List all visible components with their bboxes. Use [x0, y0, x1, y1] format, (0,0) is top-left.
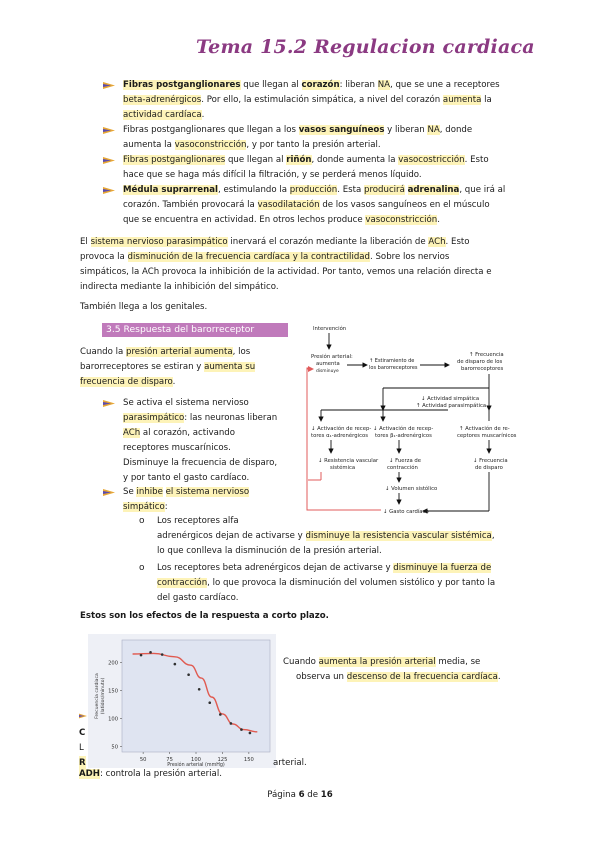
baro-intro-l2: [80, 360, 290, 375]
top-bullet-3-line3-seg-2: .: [437, 215, 440, 225]
top-bullet-1: [103, 123, 523, 153]
genitals-note: También llega a los genitales.: [80, 302, 208, 312]
top-bullet-2-line2-seg-0: hace que se haga más difícil la filtración, y se perderá menos líquido.: [123, 170, 422, 180]
baro-intro-l3-seg-0: frecuencia de disparo: [80, 377, 173, 387]
baro-intro-l1-seg-0: Cuando la: [80, 347, 126, 357]
baro-bullet1-l2-seg-1: : las neuronas liberan: [184, 413, 278, 423]
para1-l2: [80, 250, 540, 265]
sub-bullet-1-l2-seg-1: , lo que provoca la disminución del volumen sistólico y por tanto la: [207, 578, 496, 588]
diagram-frecuencia-2: barorreceptores: [461, 366, 504, 372]
sub-bullet-1: [139, 561, 527, 606]
baroreceptor-bullet-sympathetic: [103, 485, 303, 515]
top-bullet-2-line1: [123, 153, 523, 168]
adh-line: [79, 767, 222, 782]
baro-bullet2-l1-seg-3: el sistema nervioso: [165, 487, 250, 497]
partial-line-l: L: [79, 743, 84, 753]
diagram-frecuencia-1: de disparo de los: [457, 359, 503, 365]
baro-intro-l3-seg-1: .: [172, 377, 176, 387]
y-tick-label-0: 50: [111, 744, 118, 751]
top-bullet-3-line2-seg-1: vasodilatación: [257, 200, 320, 210]
top-bullet-0-line2-seg-3: la: [481, 95, 492, 105]
top-bullet-1-line2-seg-1: vasoconstricción: [174, 140, 247, 150]
parasympathetic-paragraph: [80, 235, 540, 295]
baro-bullet1-l5: Disminuye la frecuencia de disparo,: [123, 458, 278, 468]
top-bullet-2-line1-seg-5: . Esto: [464, 155, 489, 165]
section-heading: 3.5 Respuesta del barorreceptor: [102, 323, 288, 337]
baroreflex-diagram: [303, 318, 525, 524]
diagram-beta-0: ↓ Activación de recep-: [373, 426, 434, 432]
diagram-beta-1: tores β₁-adrenérgicos: [375, 433, 432, 439]
receptor-sub-bullets: [139, 514, 527, 606]
sub-bullet-0-l1: Los receptores alfa: [157, 516, 239, 526]
baro-bullet1-l4: receptores muscarínicos.: [123, 443, 231, 453]
partial-line-r: R: [79, 756, 86, 771]
para1-l2-seg-0: provoca la: [80, 252, 128, 262]
top-bullet-3-line3-seg-0: que se encuentra en actividad. En otros lechos produce: [123, 215, 366, 225]
para1-l1-seg-0: El: [80, 237, 91, 247]
baro-bullet2-l2: [123, 500, 303, 515]
chart-caption-l2-seg-2: .: [497, 672, 501, 682]
baroreceptor-bullet-parasympathetic: [103, 396, 298, 486]
top-bullet-2-line1-seg-3: , donde aumenta la: [311, 155, 399, 165]
baro-bullet2-l1-seg-0: Se: [123, 487, 137, 497]
top-bullet-0-line1-seg-0: Fibras postganglionares: [123, 80, 241, 90]
baro-bullet2-l1: [123, 485, 303, 500]
top-bullet-1-line1-seg-2: vasos sanguíneos: [298, 125, 385, 135]
top-bullet-2-line1-seg-0: Fibras postganglionares: [123, 155, 226, 165]
x-tick-label-3: 125: [217, 757, 228, 763]
diagram-alfa-0: ↓ Activación de recep-: [311, 426, 372, 432]
diagram-fuerza-1: contracción: [387, 465, 418, 471]
baro-bullet2-l2-seg-1: :: [164, 502, 168, 512]
footer-total: 16: [320, 790, 333, 800]
para1-l1-seg-4: . Esto: [445, 237, 470, 247]
para1-l3: [80, 265, 540, 280]
top-bullet-3: [103, 183, 523, 228]
sub-bullet-0-l2: [157, 529, 527, 544]
sub-bullet-1-l1: [157, 561, 527, 576]
top-bullet-0-line1-seg-1: que llegan al: [240, 80, 302, 90]
top-bullet-3-line1-seg-0: Médula suprarrenal: [123, 185, 218, 195]
y-tick-label-1: 100: [108, 716, 118, 723]
effects-note: Estos son los efectos de la respuesta a corto plazo.: [80, 611, 329, 621]
top-bullet-3-line2-seg-2: de los vasos sanguíneos en el músculo: [319, 200, 490, 210]
top-bullet-3-line1-seg-1: , estimulando la: [217, 185, 290, 195]
top-bullet-0-line3-seg-1: .: [201, 110, 205, 120]
adh-text-seg-0: ADH: [79, 769, 100, 779]
baro-intro-l3: [80, 375, 290, 390]
baro-intro-l1-seg-1: presión arterial aumenta: [126, 347, 233, 357]
top-bullet-list: [103, 78, 523, 228]
para1-l3-seg-0: simpáticos, la ACh provoca la inhibición de la actividad. Por tanto, vemos una relación directa e: [80, 267, 492, 277]
baro-bullet2-l1-seg-1: inhibe: [136, 487, 163, 497]
sub-bullet-0-l2-seg-0: adrenérgicos dejan de activarse y: [157, 531, 306, 541]
diagram-act-parasimpatica: ↑ Actividad parasimpática: [416, 403, 487, 409]
top-bullet-1-line1-seg-4: NA: [427, 125, 440, 135]
para1-l4: [80, 280, 540, 295]
sub-bullet-0-l3: lo que conlleva la disminución de la presión arterial.: [157, 546, 382, 556]
top-bullet-2-line2: [123, 168, 523, 183]
diagram-presion-0: Presión arterial:: [311, 354, 353, 360]
adh-text: [79, 767, 222, 782]
baro-bullet1-wrap: [103, 396, 298, 486]
y-axis-label-line2: (latidos/minuto): [101, 677, 106, 715]
baro-bullet1-l2-seg-0: parasimpático: [123, 413, 185, 423]
diagram-presion-2: disminuye: [316, 369, 339, 374]
top-bullet-3-line3-seg-1: vasoconstricción: [365, 215, 438, 225]
y-tick-label-3: 200: [108, 660, 118, 667]
y-tick-label-2: 150: [108, 688, 118, 695]
top-bullet-3-line3: [123, 213, 523, 228]
adh-text-seg-1: : controla la presión arterial.: [99, 769, 222, 779]
top-bullet-1-line2: [123, 138, 523, 153]
footer-page: 6: [298, 790, 305, 800]
top-bullet-0-line3-seg-0: actividad cardíaca: [123, 110, 202, 120]
baro-bullet1-l1: Se activa el sistema nervioso: [123, 398, 249, 408]
chart-caption-l2: [283, 670, 523, 685]
data-point-5: [198, 688, 201, 691]
baro-bullet1-l2: [123, 411, 298, 426]
chart-caption-l1-seg-2: media, se: [435, 657, 481, 667]
top-bullet-1-line2-seg-2: , y por tanto la presión arterial.: [246, 140, 381, 150]
chart-plot-area: [122, 640, 270, 752]
diagram-estiramiento-line-1: los barorreceptores: [369, 365, 418, 371]
top-bullet-3-line2: [123, 198, 523, 213]
pointer-bullet-icon: [103, 126, 115, 135]
top-bullet-3-line1-seg-6: adrenalina: [407, 185, 460, 195]
page-title: Tema 15.2 Regulacion cardiaca: [196, 36, 535, 58]
baroreceptor-intro: [80, 345, 290, 390]
diagram-intervencion: Intervención: [313, 326, 347, 332]
top-bullet-1-line1: [123, 123, 523, 138]
baro-bullet1-l6: y por tanto el gasto cardíaco.: [123, 473, 250, 483]
para1-l4-seg-0: indirecta mediante la inhibición del simpático.: [80, 282, 279, 292]
diagram-estiramiento: [369, 358, 418, 371]
top-bullet-0-line1-seg-4: NA: [377, 80, 391, 90]
bullet-icon-partial: [79, 712, 87, 720]
data-point-7: [219, 713, 222, 716]
diagram-muscarinicos-1: ceptores muscarínicos: [457, 433, 517, 439]
top-bullet-0-line2-seg-1: . Por ello, la estimulación simpática, a nivel del corazón: [201, 95, 443, 105]
chart-caption-l1-seg-1: aumenta la presión arterial: [318, 657, 436, 667]
diagram-muscarinicos-0: ↑ Activación de re-: [459, 426, 510, 432]
top-bullet-1-line1-seg-1: que llegan a los: [225, 125, 299, 135]
top-bullet-0-line2-seg-2: aumenta: [442, 95, 482, 105]
x-tick-label-1: 75: [166, 757, 173, 763]
partial-line-c: C: [79, 728, 86, 738]
top-bullet-3-line2-seg-0: corazón. También provocará la: [123, 200, 258, 210]
data-point-9: [240, 728, 243, 731]
top-bullet-0-line2-seg-0: beta-adrenérgicos: [123, 95, 202, 105]
sub-bullet-0-l2-seg-2: ,: [491, 531, 495, 541]
sub-bullet-1-l3: del gasto cardíaco.: [157, 593, 239, 603]
top-bullet-0: [103, 78, 523, 123]
top-bullet-1-line1-seg-0: Fibras postganglionares: [123, 125, 226, 135]
x-tick-label-2: 100: [191, 757, 201, 763]
chart-caption-l2-seg-0: observa un: [296, 672, 347, 682]
diagram-alfa-1: tores α₁-adrenérgicos: [311, 433, 368, 439]
baro-intro-l2-seg-0: barorreceptores se estiran y: [80, 362, 205, 372]
diagram-freqdisparo-0: ↓ Frecuencia: [473, 458, 508, 464]
top-bullet-3-line1-seg-7: , que irá al: [459, 185, 506, 195]
top-bullet-2: [103, 153, 523, 183]
baro-intro-l1: [80, 345, 290, 360]
chart-caption-l1-seg-0: Cuando: [283, 657, 319, 667]
top-bullet-0-line1-seg-2: corazón: [301, 80, 340, 90]
diagram-frecuencia-0: ↑ Frecuencia: [469, 352, 504, 358]
sub-bullet-1-l1-seg-1: disminuye la fuerza de: [393, 563, 492, 573]
para1-l1: [80, 235, 540, 250]
data-point-10: [249, 732, 252, 735]
diagram-gasto: ↓ Gasto cardíaco: [383, 509, 429, 515]
top-bullet-3-line1-seg-2: producción: [289, 185, 338, 195]
top-bullet-0-line2: [123, 93, 523, 108]
top-bullet-1-line2-seg-0: aumenta la: [123, 140, 175, 150]
baro-intro-l1-seg-2: , los: [232, 347, 251, 357]
diagram-freqdisparo-1: de disparo: [475, 465, 503, 471]
circle-bullet-icon: o: [139, 516, 145, 526]
x-tick-label-0: 50: [139, 757, 147, 763]
pointer-bullet-icon: [103, 81, 115, 90]
para1-l1-seg-2: inervará el corazón mediante la liberación de: [227, 237, 429, 247]
pointer-bullet-icon: [103, 488, 115, 497]
data-point-3: [174, 663, 177, 666]
circle-bullet-icon: o: [139, 563, 145, 573]
sub-bullet-0-l2-seg-1: disminuye la resistencia vascular sistémica: [305, 531, 492, 541]
sub-bullet-1-l2-seg-0: contracción: [157, 578, 208, 588]
sub-bullet-1-l2: [157, 576, 527, 591]
top-bullet-1-line1-seg-5: , donde: [439, 125, 473, 135]
diagram-presion-1: aumenta: [316, 361, 340, 367]
baro-bullet2-wrap: [103, 485, 303, 515]
top-bullet-3-line1-seg-3: . Esta: [337, 185, 364, 195]
sub-bullet-1-l1-seg-0: Los receptores beta adrenérgicos dejan de activarse y: [157, 563, 394, 573]
data-point-2: [161, 653, 164, 656]
x-tick-label-4: 150: [243, 757, 254, 763]
chart-caption: [283, 655, 523, 685]
para1-l1-seg-3: ACh: [428, 237, 446, 247]
top-bullet-2-line1-seg-1: que llegan al: [225, 155, 287, 165]
top-bullet-3-line1: [123, 183, 523, 198]
page-footer: [0, 788, 600, 803]
diagram-resistencia-0: ↓ Resistencia vascular: [318, 458, 379, 464]
data-point-6: [208, 701, 211, 704]
baro-bullet1-l3-seg-1: al corazón, activando: [140, 428, 236, 438]
para1-l1-seg-1: sistema nervioso parasimpático: [90, 237, 228, 247]
top-bullet-0-line3: [123, 108, 523, 123]
pointer-bullet-icon: [103, 186, 115, 195]
data-point-0: [140, 654, 143, 657]
footer-prefix: Página: [267, 790, 299, 800]
chart-caption-l2-seg-1: descenso de la frecuencia cardíaca: [346, 672, 498, 682]
para1-l2-seg-1: disminución de la frecuencia cardíaca y la contractilidad: [127, 252, 371, 262]
diagram-resistencia-1: sistémica: [330, 465, 356, 471]
diagram-fuerza-0: ↓ Fuerza de: [389, 458, 422, 464]
diagram-estiramiento-line-0: ↑ Estiramiento de: [369, 358, 415, 364]
top-bullet-3-line1-seg-4: producirá: [363, 185, 405, 195]
para1-l2-seg-2: . Sobre los nervios: [370, 252, 450, 262]
top-bullet-0-line1-seg-5: , que se une a receptores: [390, 80, 500, 90]
footer-sep: de: [304, 790, 321, 800]
y-axis-label-line1: Frecuencia cardíaca: [95, 673, 100, 719]
x-axis-label: Presión arterial (mmHg): [167, 763, 225, 768]
partial-line-arterial: arterial.: [273, 758, 307, 768]
data-point-4: [187, 673, 190, 676]
top-bullet-0-line1: [123, 78, 523, 93]
baro-bullet1-l3: [123, 426, 298, 441]
chart-caption-l1: [283, 655, 523, 670]
data-point-1: [149, 651, 152, 654]
data-point-8: [230, 722, 233, 725]
pointer-bullet-icon: [103, 399, 115, 408]
baro-bullet1-l3-seg-0: ACh: [123, 428, 141, 438]
baro-intro-l2-seg-1: aumenta su: [204, 362, 256, 372]
heart-rate-pressure-chart: [88, 634, 276, 768]
diagram-volumen: ↓ Volumen sistólico: [385, 486, 438, 492]
diagram-act-simpatica: ↓ Actividad simpática: [421, 396, 480, 402]
top-bullet-1-line1-seg-3: y liberan: [384, 125, 428, 135]
top-bullet-0-line1-seg-3: : liberan: [339, 80, 378, 90]
top-bullet-2-line1-seg-4: vasocostricción: [398, 155, 465, 165]
top-bullet-2-line1-seg-2: riñón: [286, 155, 312, 165]
pointer-bullet-icon: [103, 156, 115, 165]
baro-bullet2-l2-seg-0: simpático: [123, 502, 165, 512]
